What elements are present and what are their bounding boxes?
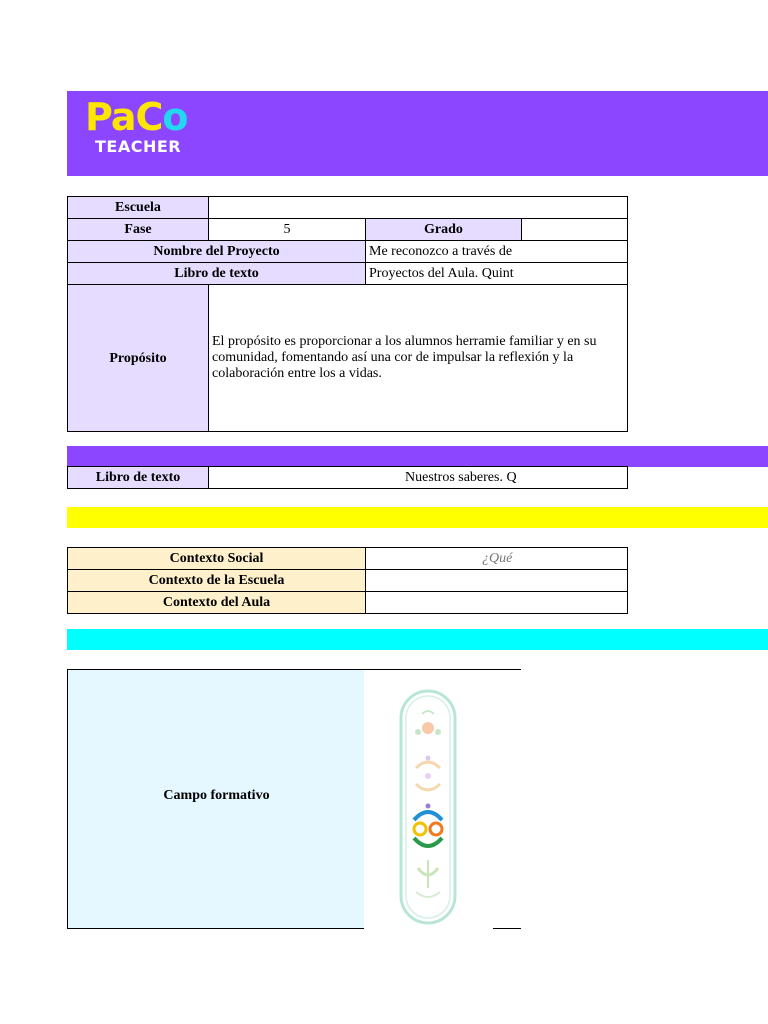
escuela-label: Escuela bbox=[68, 197, 209, 219]
escuela-value[interactable] bbox=[209, 197, 628, 219]
project-table bbox=[67, 196, 628, 432]
libro-texto-label: Libro de texto bbox=[68, 263, 366, 285]
contexto-aula-label: Contexto del Aula bbox=[68, 592, 366, 614]
section-bar-yellow bbox=[67, 507, 768, 528]
teacher-logo-text: TEACHER bbox=[95, 137, 182, 156]
campo-formativo-emblem-icon bbox=[398, 688, 458, 926]
campo-formativo-label: Campo formativo bbox=[163, 788, 270, 803]
grado-label: Grado bbox=[366, 219, 522, 241]
campo-bottom-line bbox=[493, 928, 521, 929]
nombre-proyecto-label: Nombre del Proyecto bbox=[68, 241, 366, 263]
second-table bbox=[67, 466, 628, 489]
grado-value[interactable] bbox=[522, 219, 628, 241]
libro-texto-value-2[interactable]: Nuestros saberes. Q bbox=[209, 467, 628, 489]
libro-texto-value[interactable]: Proyectos del Aula. Quint bbox=[366, 263, 628, 285]
contexto-escuela-label: Contexto de la Escuela bbox=[68, 570, 366, 592]
campo-top-line bbox=[364, 669, 521, 670]
contexto-aula-value[interactable] bbox=[366, 592, 628, 614]
nombre-proyecto-value[interactable]: Me reconozco a través de bbox=[366, 241, 628, 263]
contexto-social-label: Contexto Social bbox=[68, 548, 366, 570]
libro-texto-label-2: Libro de texto bbox=[68, 467, 209, 489]
contexto-social-value[interactable]: ¿Qué bbox=[366, 548, 628, 570]
project-table-wrapper bbox=[67, 196, 597, 428]
header-banner bbox=[67, 91, 768, 176]
section-bar-cyan bbox=[67, 629, 768, 650]
campo-formativo-cell bbox=[67, 669, 364, 929]
proposito-value: El propósito es proporcionar a los alumnos herramie familiar y en su comunidad, fomentando así una cor de impulsar la reflexión y la colaboración entre los a vidas. bbox=[212, 334, 597, 381]
section-bar-purple bbox=[67, 446, 768, 467]
fase-value[interactable]: 5 bbox=[209, 219, 366, 241]
proposito-label: Propósito bbox=[68, 285, 209, 432]
contexto-escuela-value[interactable] bbox=[366, 570, 628, 592]
paco-logo: PaCo bbox=[85, 95, 188, 139]
context-table bbox=[67, 547, 628, 614]
fase-label: Fase bbox=[68, 219, 209, 241]
second-table-wrapper bbox=[67, 466, 521, 488]
context-table-wrapper bbox=[67, 547, 521, 610]
